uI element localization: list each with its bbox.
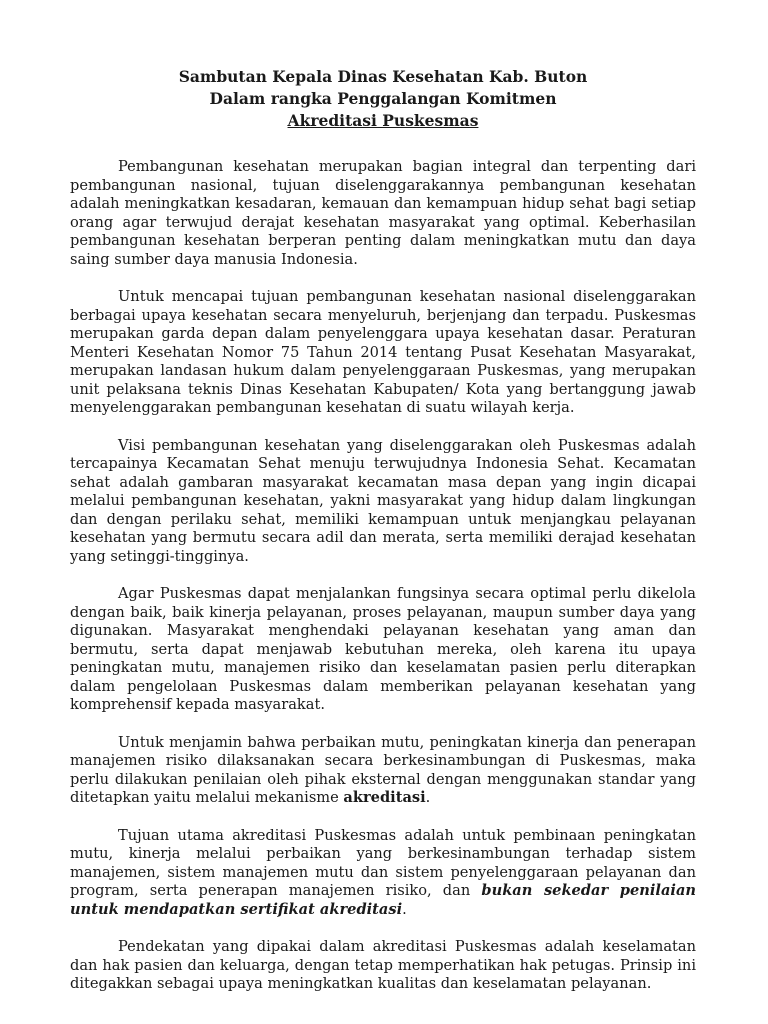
paragraph-5-text: Untuk menjamin bahwa perbaikan mutu, peningkatan kinerja dan penerapan manajemen risiko dilaksanakan secara berkesinambungan di Puskesmas, maka perlu dilakukan penilaian oleh pihak eksternal dengan menggunakan standar yang ditetapkan yaitu melalui mekanisme [70, 733, 696, 806]
paragraph-2: Untuk mencapai tujuan pembangunan kesehatan nasional diselenggarakan berbagai upaya kesehatan secara menyeluruh, berjenjang dan terpadu. Puskesmas merupakan garda depan dalam penyelenggara upaya kesehatan dasar. Peraturan Menteri Kesehatan Nomor 75 Tahun 2014 tentang Pusat Kesehatan Masyarakat, merupakan landasan hukum dalam penyelenggaraan Puskesmas, yang merupakan unit pelaksana teknis Dinas Kesehatan Kabupaten/ Kota yang bertanggung jawab menyelenggarakan pembangunan kesehatan di suatu wilayah kerja. [70, 288, 696, 416]
paragraph-6-text: Tujuan utama akreditasi Puskesmas adalah untuk pembinaan peningkatan mutu, kinerja melalui perbaikan yang berkesinambungan terhadap sistem manajemen, sistem manajemen mutu dan sistem penyelenggaraan pelayanan dan program, serta penerapan manajemen risiko, dan [70, 826, 696, 899]
paragraph-5 [70, 734, 696, 808]
document-title-block [70, 66, 696, 132]
paragraph-6-emphasis: bukan sekedar penilaian untuk mendapatkan sertifikat akreditasi [70, 882, 697, 918]
paragraph-5-bold: akreditasi [343, 789, 426, 806]
paragraph-6 [70, 827, 696, 920]
paragraph-3: Visi pembangunan kesehatan yang diselenggarakan oleh Puskesmas adalah tercapainya Kecamatan Sehat menuju terwujudnya Indonesia Sehat. Kecamatan sehat adalah gambaran masyarakat kecamatan masa depan yang ingin dicapai melalui pembangunan kesehatan, yakni masyarakat yang hidup dalam lingkungan dan dengan perilaku sehat, memiliki kemampuan untuk menjangkau pelayanan kesehatan yang bermutu secara adil dan merata, serta memiliki derajad kesehatan yang setinggi-tingginya. [70, 436, 696, 565]
title-line-1: Sambutan Kepala Dinas Kesehatan Kab. Buton [178, 67, 588, 86]
paragraph-4: Agar Puskesmas dapat menjalankan fungsinya secara optimal perlu dikelola dengan baik, baik kinerja pelayanan, proses pelayanan, maupun sumber daya yang digunakan. Masyarakat menghendaki pelayanan kesehatan yang aman dan bermutu, serta dapat menjawab kebutuhan mereka, oleh karena itu upaya peningkatan mutu, manajemen risiko dan keselamatan pasien perlu diterapkan dalam pengelolaan Puskesmas dalam memberikan pelayanan kesehatan yang komprehensif kepada masyarakat. [70, 585, 696, 713]
paragraph-7: Pendekatan yang dipakai dalam akreditasi Puskesmas adalah keselamatan dan hak pasien dan keluarga, dengan tetap memperhatikan hak petugas. Prinsip ini ditegakkan sebagai upaya meningkatkan kualitas dan keselamatan pelayanan. [70, 938, 696, 992]
title-line-2: Dalam rangka Penggalangan Komitmen [209, 89, 557, 108]
title-line-3: Akreditasi Puskesmas [287, 111, 479, 130]
paragraph-1: Pembangunan kesehatan merupakan bagian integral dan terpenting dari pembangunan nasional, tujuan diselenggarakannya pembangunan kesehatan adalah meningkatkan kesadaran, kemauan dan kemampuan hidup sehat bagi setiap orang agar terwujud derajat kesehatan masyarakat yang optimal. Keberhasilan pembangunan kesehatan berperan penting dalam meningkatkan mutu dan daya saing sumber daya manusia Indonesia. [70, 158, 696, 268]
paragraph-5-end: . [425, 789, 431, 806]
paragraph-6-end: . [402, 900, 407, 918]
